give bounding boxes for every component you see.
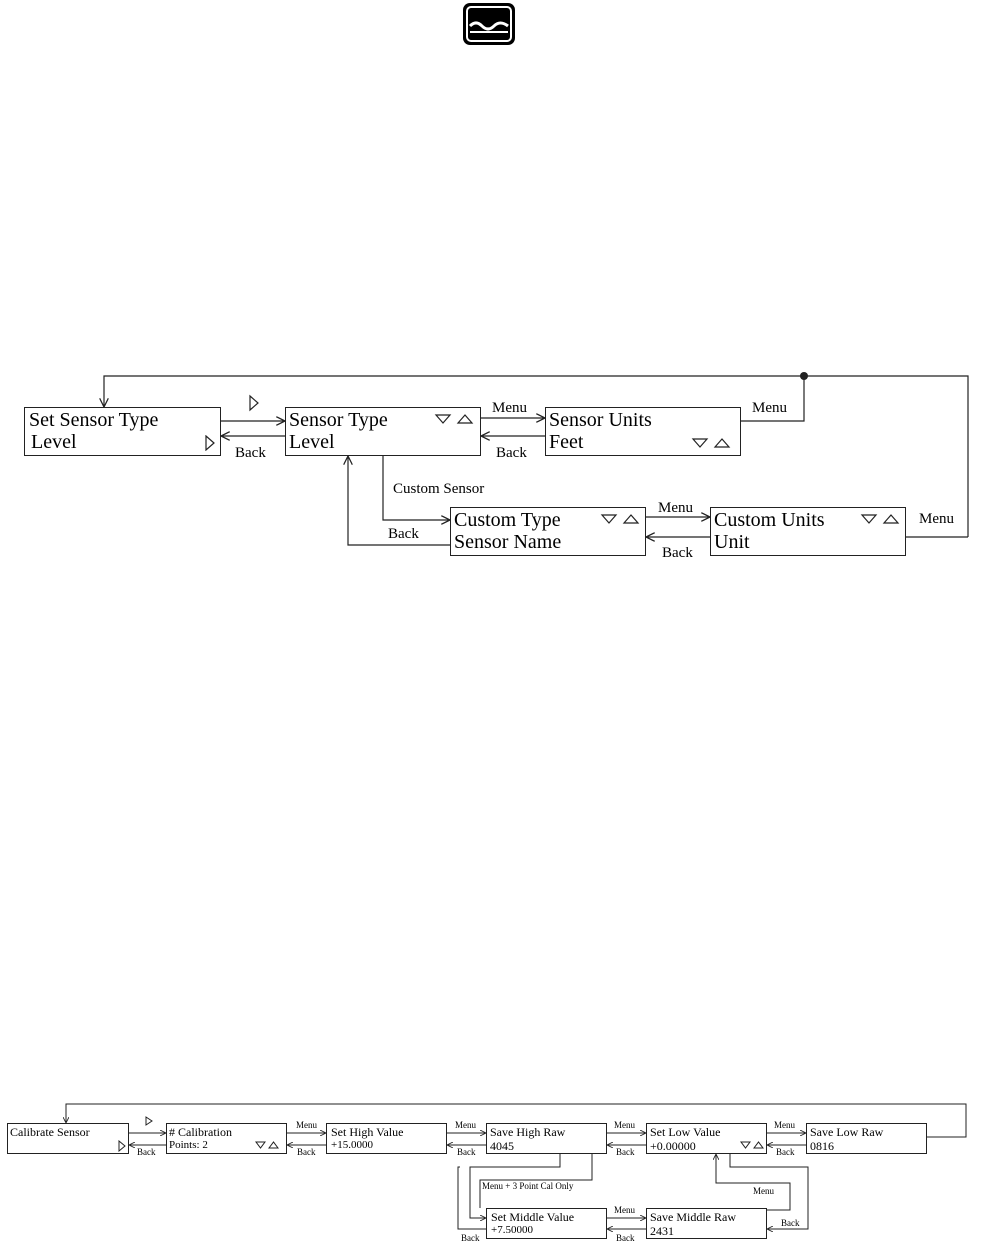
sensor-units-title: Sensor Units	[549, 409, 652, 431]
back-label: Back	[496, 445, 527, 461]
num-calibration-box	[166, 1123, 287, 1154]
menu-label: Menu	[296, 1120, 317, 1130]
save-low-raw-value: 0816	[810, 1139, 834, 1153]
back-label: Back	[461, 1233, 480, 1243]
sensor-type-value: Level	[289, 431, 335, 453]
back-label: Back	[616, 1233, 635, 1243]
menu-label: Menu	[614, 1205, 635, 1215]
menu-label: Menu	[752, 400, 787, 416]
custom-sensor-label: Custom Sensor	[393, 481, 485, 497]
set-middle-value-value: +7.50000	[491, 1224, 533, 1236]
menu-label: Menu	[753, 1186, 774, 1196]
menu-label: Menu	[492, 400, 527, 416]
back-label: Back	[616, 1147, 635, 1157]
menu-label: Menu	[658, 500, 693, 516]
up-triangle-icon	[268, 1141, 279, 1149]
set-low-value-value: +0.00000	[650, 1139, 696, 1153]
save-high-raw-box	[486, 1123, 607, 1154]
menu-label: Menu	[614, 1120, 635, 1130]
up-triangle-icon	[753, 1141, 764, 1149]
back-label: Back	[388, 526, 419, 542]
set-sensor-type-value: Level	[31, 431, 77, 453]
save-middle-raw-box	[646, 1208, 767, 1239]
set-middle-value-box	[486, 1208, 607, 1239]
save-middle-raw-title: Save Middle Raw	[650, 1210, 736, 1224]
back-label: Back	[297, 1147, 316, 1157]
sensor-type-title: Sensor Type	[289, 409, 388, 431]
custom-units-title: Custom Units	[714, 509, 825, 531]
num-calibration-value: Points: 2	[169, 1139, 208, 1151]
back-label: Back	[776, 1147, 795, 1157]
back-label: Back	[457, 1147, 476, 1157]
menu-label: Menu	[455, 1120, 476, 1130]
custom-type-value: Sensor Name	[454, 531, 562, 553]
set-low-value-box	[646, 1123, 767, 1154]
menu-label: Menu	[774, 1120, 795, 1130]
save-middle-raw-value: 2431	[650, 1224, 674, 1238]
down-triangle-icon	[255, 1141, 266, 1149]
num-calibration-title: # Calibration	[169, 1125, 232, 1139]
custom-units-value: Unit	[714, 531, 750, 553]
set-high-value-box	[326, 1123, 447, 1154]
set-middle-value-title: Set Middle Value	[491, 1210, 575, 1224]
set-high-value-title: Set High Value	[331, 1125, 404, 1139]
set-high-value-value: +15.0000	[331, 1139, 373, 1151]
set-low-value-title: Set Low Value	[650, 1125, 721, 1139]
save-low-raw-box	[806, 1123, 927, 1154]
three-point-cal-note: Menu + 3 Point Cal Only	[482, 1181, 574, 1191]
down-triangle-icon	[740, 1141, 751, 1149]
right-triangle-icon	[118, 1140, 126, 1152]
back-label: Back	[235, 445, 266, 461]
custom-type-title: Custom Type	[454, 509, 561, 531]
calibrate-sensor-box	[7, 1123, 129, 1154]
save-high-raw-title: Save High Raw	[490, 1125, 566, 1139]
back-label: Back	[662, 545, 693, 561]
back-label: Back	[137, 1147, 156, 1157]
save-high-raw-value: 4045	[490, 1139, 514, 1153]
menu-label: Menu	[919, 511, 954, 527]
back-label: Back	[781, 1218, 800, 1228]
calibrate-sensor-title: Calibrate Sensor	[10, 1125, 90, 1139]
save-low-raw-title: Save Low Raw	[810, 1125, 884, 1139]
set-sensor-type-title: Set Sensor Type	[29, 409, 159, 431]
sensor-units-value: Feet	[549, 431, 584, 453]
